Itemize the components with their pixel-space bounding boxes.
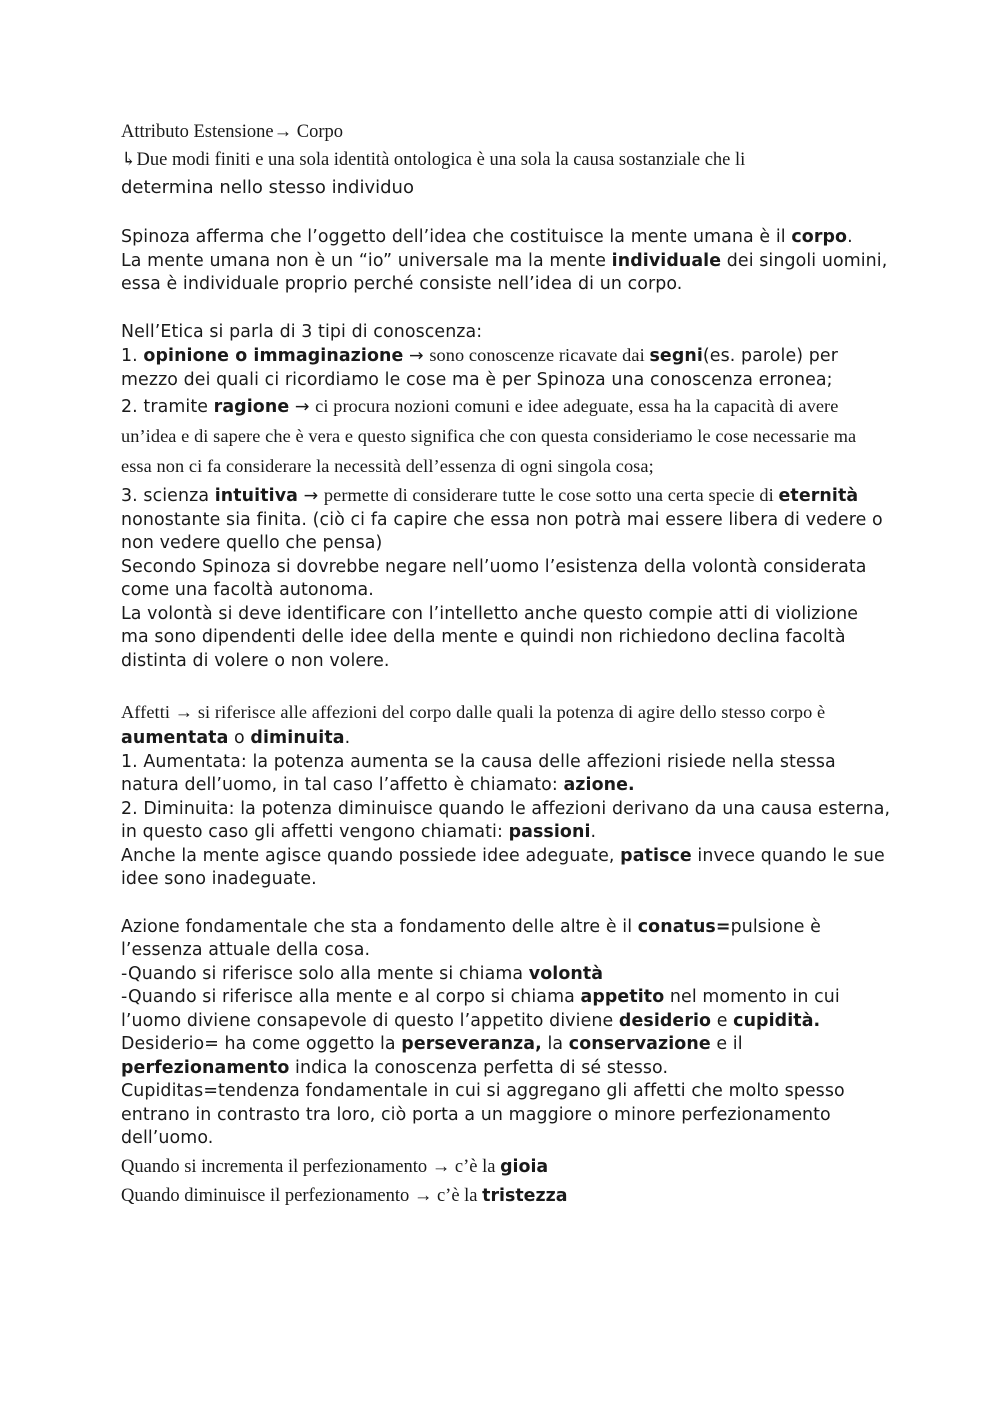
will-paragraph-2: La volontà si deve identificare con l’intelletto anche questo compie atti di violizione ma sono dipendenti delle idee della mente e quindi non richiedono declina facoltà distinta di volere o non volere. (121, 603, 859, 671)
knowledge-intro: Nell’Etica si parla di 3 tipi di conoscenza: (121, 321, 483, 342)
spacer (121, 297, 891, 321)
sadness-line: Quando diminuisce il perfezionamento → c’è la tristezza (121, 1185, 568, 1206)
modes-line: ↳Due modi finiti e una sola identità ontologica è una sola la causa sostanziale che li (121, 150, 746, 170)
knowledge-item-1: 1. opinione o immaginazione → sono conoscenze ricavate dai segni(es. parole) per mezzo dei quali ci ricordiamo le cose ma è per Spinoza una conoscenza erronea; (121, 345, 838, 390)
knowledge-item-3: 3. scienza intuitiva → permette di considerare tutte le cose sotto una certa specie di eternità nonostante sia finita. (ciò ci fa capire che essa non potrà mai essere libera di vedere o non vedere quello che pensa) (121, 485, 883, 553)
conatus-paragraph: Azione fondamentale che sta a fondamento delle altre è il conatus=pulsione è l’essenza attuale della cosa. -Quando si riferisce solo alla mente si chiama volontà -Quando si riferisce alla mente e al corpo si chiama appetito nel momento in cui l’uomo diviene consapevole di questo l’appetito diviene desiderio e cupidità. Desiderio= ha come oggetto la perseveranza, la conservazione e il perfezionamento indica la conoscenza perfetta di sé stesso. Cupiditas=tendenza fondamentale in cui si aggregano gli affetti che molto spesso entrano in contrasto tra loro, ciò porta a un maggiore o minore perfezionamento dell’uomo. (121, 916, 845, 1148)
modes-line-continued: determina nello stesso individuo (121, 177, 414, 198)
joy-line: Quando si incrementa il perfezionamento → c’è la gioia (121, 1156, 549, 1177)
will-paragraph-1: Secondo Spinoza si dovrebbe negare nell’uomo l’esistenza della volontà considerata come una facoltà autonoma. (121, 556, 867, 600)
spacer (121, 892, 891, 916)
spacer (121, 673, 891, 698)
document-page (121, 118, 891, 1211)
affects-paragraph: Affetti → si riferisce alle affezioni del corpo dalle quali la potenza di agire dello stesso corpo è aumentata o diminuita. 1. Aumentata: la potenza aumenta se la causa delle affezioni risiede nella stessa natura dell’uomo, in tal caso l’affetto è chiamato: azione. 2. Diminuita: la potenza diminuisce quando le affezioni derivano da una causa esterna, in questo caso gli affetti vengono chiamati: passioni. Anche la mente agisce quando possiede idee adeguate, patisce invece quando le sue idee sono inadeguate. (121, 702, 891, 889)
knowledge-item-2: 2. tramite ragione → ci procura nozioni comuni e idee adeguate, essa ha la capacità di avere un’idea e di sapere che è vera e questo significa che con questa consideriamo le cose necessarie ma essa non ci fa considerare la necessità dell’essenza di ogni singola cosa; (121, 396, 857, 476)
paragraph-mind-body: Spinoza afferma che l’oggetto dell’idea che costituisce la mente umana è il corpo. La mente umana non è un “io” universale ma la mente individuale dei singoli uomini, essa è individuale proprio perché consiste nell’idea di un corpo. (121, 227, 888, 294)
attribute-heading: Attributo Estensione→ Corpo (121, 122, 343, 142)
spacer (121, 202, 891, 226)
